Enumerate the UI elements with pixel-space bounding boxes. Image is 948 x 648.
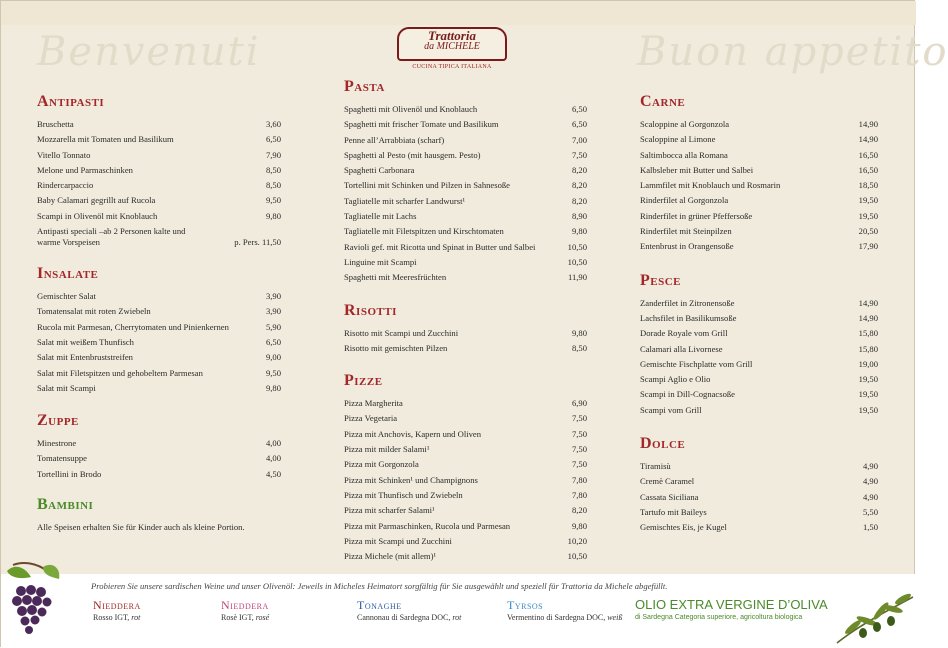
menu-item [640, 474, 878, 489]
menu-item-name: Salat mit Scampi [37, 382, 96, 393]
section-antipasti [37, 93, 281, 248]
menu-item-name: Tagliatelle mit scharfer Landwurst¹ [344, 195, 466, 206]
menu-item-price: 8,50 [265, 164, 281, 175]
menu-item-price: 7,50 [571, 413, 587, 424]
menu-item-name: Spaghetti mit Meeresfrüchten [344, 272, 447, 283]
menu-item-price: 10,50 [567, 241, 587, 252]
menu-item-name: Pizza mit Parmaschinken, Rucola und Parmesan [344, 520, 511, 531]
menu-item-price: 5,90 [265, 321, 281, 332]
menu-item-price: 7,50 [571, 459, 587, 470]
wine-name: Nieddera [221, 598, 269, 612]
menu-item-price: 6,50 [571, 104, 587, 114]
menu-item [640, 326, 878, 341]
menu-item [640, 505, 878, 520]
menu-item [344, 209, 587, 224]
menu-item [344, 488, 587, 503]
section-title-zuppe: Zuppe [37, 412, 79, 430]
menu-item-name: Tartufo mit Baileys [640, 506, 707, 517]
wine-desc: Rosè IGT, rosé [221, 613, 270, 622]
menu-item-name: Pizza mit Thunfisch und Zwiebeln [344, 489, 463, 500]
grapes-icon [3, 557, 63, 645]
menu-item-price: 14,90 [858, 119, 878, 129]
menu-item-name: Linguine mit Scampi [344, 256, 417, 267]
menu-item [344, 224, 587, 239]
menu-item-price: 19,50 [858, 389, 878, 400]
menu-item [344, 473, 587, 488]
menu-item [344, 341, 587, 356]
section-bambini [37, 496, 281, 535]
wine-tyrsos [507, 598, 622, 624]
section-title-antipasti: Antipasti [37, 93, 105, 110]
menu-item [37, 148, 281, 163]
wine-nieddera-rosso [93, 598, 141, 624]
menu-item-price: 8,20 [571, 165, 587, 176]
menu-item [640, 239, 878, 254]
menu-item [344, 503, 587, 518]
logo-subtitle: da MICHELE [424, 41, 480, 52]
menu-item [640, 311, 878, 326]
dolce-list [640, 459, 878, 535]
menu-item [344, 240, 587, 255]
menu-item-price: 14,90 [858, 297, 878, 308]
menu-item-name: Salat mit weißem Thunfisch [37, 336, 134, 347]
menu-item-price: 7,50 [571, 149, 587, 160]
menu-item-price: 11,90 [567, 272, 587, 283]
wine-name: Tyrsos [507, 598, 544, 612]
section-zuppe [37, 412, 281, 482]
menu-item-price: 8,50 [571, 342, 587, 353]
olive-oil-desc: di Sardegna Categoria superiore, agricoltura biologica [635, 614, 803, 621]
menu-item-name: Rinderfilet mit Steinpilzen [640, 226, 732, 237]
menu-item [344, 270, 587, 285]
menu-item-name: Antipasti speciali –ab 2 Personen kalte und warme Vorspeisen [37, 226, 186, 248]
menu-item-name: Rucola mit Parmesan, Cherrytomaten und Pinienkernen [37, 321, 229, 332]
menu-item [344, 549, 587, 564]
menu-item-name: Ravioli gef. mit Ricotta und Spinat in Butter und Salbei [344, 241, 536, 252]
menu-item [344, 326, 587, 341]
bambini-note: Alle Speisen erhalten Sie für Kinder auch als kleine Portion. [37, 522, 245, 533]
menu-item-price: 10,20 [567, 535, 587, 546]
menu-item-name: Salat mit Entenbruststreifen [37, 352, 133, 363]
insalate-list [37, 289, 281, 396]
menu-item-price: 14,90 [858, 134, 878, 145]
menu-item [344, 396, 587, 411]
menu-item [344, 178, 587, 193]
wine-name: Nieddera [93, 598, 141, 612]
menu-item [640, 132, 878, 147]
menu-item-price: 9,50 [265, 367, 281, 378]
menu-item [37, 436, 281, 451]
menu-item-name: Spaghetti al Pesto (mit hausgem. Pesto) [344, 149, 481, 160]
menu-item-price: 8,90 [571, 211, 587, 222]
menu-item-price: 6,50 [265, 134, 281, 145]
menu-item [640, 163, 878, 178]
menu-item-name: Risotto mit gemischten Pilzen [344, 342, 448, 353]
menu-item-price: 4,00 [265, 453, 281, 464]
menu-item-name: Lammfilet mit Knoblauch und Rosmarin [640, 180, 781, 191]
section-title-pizze: Pizze [344, 372, 383, 390]
menu-item-name: Scaloppine al Gorgonzola [640, 119, 730, 129]
menu-item-price: 6,90 [571, 398, 587, 409]
menu-item [640, 372, 878, 387]
menu-item [344, 133, 587, 148]
menu-item-price: 7,50 [571, 444, 587, 455]
menu-item [344, 163, 587, 178]
menu-item [37, 289, 281, 304]
menu-item-name: Tagliatelle mit Lachs [344, 211, 417, 222]
menu-item-price: 16,50 [858, 164, 878, 175]
menu-item-name: Rinderfilet al Gorgonzola [640, 195, 729, 206]
menu-item-price: 8,50 [265, 180, 281, 191]
menu-item-name: Entenbrust in Orangensoße [640, 241, 734, 252]
menu-item-price: 9,80 [571, 226, 587, 237]
menu-item [37, 117, 281, 132]
menu-item-name: Scaloppine al Limone [640, 134, 716, 145]
menu-item [37, 132, 281, 147]
menu-item [640, 520, 878, 535]
menu-item [37, 178, 281, 193]
section-title-bambini: Bambini [37, 496, 94, 514]
pasta-list [344, 102, 587, 286]
wine-desc: Cannonau di Sardegna DOC, rot [357, 613, 462, 622]
menu-item-price: 5,50 [862, 506, 878, 517]
menu-item-name: Vitello Tonnato [37, 149, 91, 160]
section-title-dolce: Dolce [640, 435, 686, 453]
menu-item-name: Pizza Michele (mit allem)¹ [344, 551, 437, 562]
menu-item [640, 296, 878, 311]
menu-item-price: p. Pers. 11,50 [234, 237, 281, 248]
section-title-pasta: Pasta [344, 78, 385, 95]
menu-item [37, 381, 281, 396]
menu-item-name: Rinderfilet in grüner Pfeffersoße [640, 210, 753, 221]
menu-item-name: Spaghetti Carbonara [344, 165, 415, 176]
menu-item-name: Tomatensuppe [37, 453, 87, 464]
section-title-insalate: Insalate [37, 265, 99, 283]
menu-item-price: 16,50 [858, 149, 878, 160]
menu-item-name: Kalbsleber mit Butter und Salbei [640, 164, 754, 175]
menu-item-price: 17,90 [858, 241, 878, 252]
menu-item-name: Dorade Royale vom Grill [640, 328, 728, 339]
menu-item [344, 102, 587, 117]
menu-item [640, 403, 878, 418]
menu-item-price: 19,50 [858, 404, 878, 415]
menu-item-price: 8,20 [571, 195, 587, 206]
menu-item-price: 1,50 [862, 522, 878, 533]
menu-item [344, 427, 587, 442]
menu-item-name: Pizza Vegetaria [344, 413, 398, 424]
menu-item [37, 224, 281, 248]
menu-item-price: 9,00 [265, 352, 281, 363]
carne-list [640, 117, 878, 255]
olive-branch-icon [833, 591, 915, 647]
welcome-script: Benvenuti [37, 29, 261, 75]
menu-item-price: 4,50 [265, 468, 281, 479]
menu-item-price: 9,80 [265, 210, 281, 221]
menu-item-price: 8,20 [571, 505, 587, 516]
menu-item-name: Minestrone [37, 438, 77, 449]
menu-item-price: 9,80 [571, 520, 587, 531]
wine-tonaghe [357, 598, 461, 624]
menu-item-price: 20,50 [858, 226, 878, 237]
menu-item-price: 10,50 [567, 256, 587, 267]
column-right [640, 93, 878, 536]
menu-item [37, 163, 281, 178]
menu-item-price: 4,00 [265, 438, 281, 449]
menu-item [37, 451, 281, 466]
menu-item [37, 467, 281, 482]
menu-item [640, 490, 878, 505]
menu-item-name: Melone und Parmaschinken [37, 164, 133, 175]
menu-item-name: Risotto mit Scampi und Zucchini [344, 327, 459, 338]
menu-item-name: Gemischter Salat [37, 291, 96, 302]
menu-item [344, 442, 587, 457]
menu-item [37, 193, 281, 208]
section-pesce [640, 272, 878, 418]
menu-item-name: Salat mit Filetspitzen und gehobeltem Parmesan [37, 367, 203, 378]
section-insalate [37, 265, 281, 396]
menu-item-name: Bruschetta [37, 119, 74, 129]
menu-item [344, 148, 587, 163]
risotti-list [344, 326, 587, 357]
menu-item-price: 7,80 [571, 489, 587, 500]
menu-item-name: Pizza mit Gorgonzola [344, 459, 419, 470]
section-title-carne: Carne [640, 93, 686, 110]
menu-item-price: 7,90 [265, 149, 281, 160]
menu-item [640, 117, 878, 132]
menu-item-price: 6,50 [571, 119, 587, 130]
menu-item-price: 19,00 [858, 358, 878, 369]
menu-item-price: 14,90 [858, 312, 878, 323]
menu-item-name: Spaghetti mit frischer Tomate und Basilikum [344, 119, 499, 130]
menu-item-price: 3,90 [265, 291, 281, 302]
menu-item-name: Tiramisù [640, 461, 671, 472]
zuppe-list [37, 436, 281, 482]
menu-item [344, 117, 587, 132]
menu-item-price: 3,60 [265, 119, 281, 129]
menu-item [344, 255, 587, 270]
menu-item [37, 304, 281, 319]
buon-appetito-script: Buon appetito [637, 29, 948, 75]
column-left [37, 93, 281, 535]
menu-item-name: Baby Calamari gegrillt auf Rucola [37, 195, 156, 206]
menu-item-price: 10,50 [567, 551, 587, 562]
menu-item [640, 178, 878, 193]
menu-item-name: Gemischte Fischplatte vom Grill [640, 358, 753, 369]
menu-item [640, 193, 878, 208]
olive-oil-title: OLIO EXTRA VERGINE D’OLIVA [635, 597, 828, 612]
menu-item-name: Scampi in Dill-Cognacsoße [640, 389, 735, 400]
menu-item-name: Zanderfilet in Zitronensoße [640, 297, 735, 308]
menu-item [640, 459, 878, 474]
menu-item [344, 534, 587, 549]
column-middle [344, 78, 587, 564]
menu-item-name: Calamari alla Livornese [640, 343, 723, 354]
menu-item-name: Pizza mit Anchovis, Kapern und Oliven [344, 428, 481, 439]
menu-item-name: Penne all’Arrabbiata (scharf) [344, 134, 445, 145]
menu-item-price: 4,90 [862, 491, 878, 502]
menu-item-name: Saltimbocca alla Romana [640, 149, 728, 160]
menu-item-name: Pizza Margherita [344, 398, 403, 409]
menu-item-name: Tortellini mit Schinken und Pilzen in Sahnesoße [344, 180, 510, 191]
menu-item-name: Cremè Caramel [640, 476, 695, 487]
menu-item-name: Rindercarpaccio [37, 180, 94, 191]
menu-item [640, 148, 878, 163]
antipasti-list [37, 117, 281, 248]
menu-item-price: 4,90 [862, 476, 878, 487]
top-band [1, 1, 916, 25]
section-pizze [344, 372, 587, 564]
logo-title: Trattoria [428, 28, 476, 43]
menu-item-price: 3,90 [265, 306, 281, 317]
logo-tagline: CUCINA TIPICA ITALIANA [412, 64, 492, 70]
section-title-risotti: Risotti [344, 301, 397, 319]
menu-item-price: 8,20 [571, 180, 587, 191]
menu-item-name: Mozzarella mit Tomaten und Basilikum [37, 134, 174, 145]
menu-item [37, 320, 281, 335]
menu-item-name: Scampi in Olivenöl mit Knoblauch [37, 210, 158, 221]
olive-oil [635, 598, 828, 624]
menu-item [344, 194, 587, 209]
menu-item-name: Spaghetti mit Olivenöl und Knoblauch [344, 104, 478, 114]
section-carne [640, 93, 878, 255]
menu-item [37, 209, 281, 224]
menu-item-price: 7,00 [571, 134, 587, 145]
menu-item-price: 15,80 [858, 328, 878, 339]
menu-item [344, 411, 587, 426]
menu-item [37, 350, 281, 365]
wine-nieddera-rose [221, 598, 269, 624]
pizze-list [344, 396, 587, 564]
restaurant-logo [397, 27, 507, 71]
menu-item-price: 7,80 [571, 474, 587, 485]
menu-item-name: Scampi vom Grill [640, 404, 702, 415]
menu-item-name: Tortellini in Brodo [37, 468, 102, 479]
menu-item-name: Pizza mit scharfer Salami¹ [344, 505, 435, 516]
menu-item-price: 19,50 [858, 374, 878, 385]
menu-item-price: 9,80 [265, 382, 281, 393]
pesce-list [640, 296, 878, 418]
menu-item [640, 209, 878, 224]
wine-desc: Rosso IGT, rot [93, 613, 141, 622]
menu-item-price: 18,50 [858, 180, 878, 191]
menu-item-name: Lachsfilet in Basilikumsoße [640, 312, 737, 323]
menu-item-price: 4,90 [862, 461, 878, 472]
menu-item-name: Pizza mit Schinken¹ und Champignons [344, 474, 478, 485]
menu-item-name: Tomatensalat mit roten Zwiebeln [37, 306, 151, 317]
menu-item-price: 19,50 [858, 210, 878, 221]
wine-desc: Vermentino di Sardegna DOC, weiß [507, 613, 623, 622]
menu-item-name: Scampi Aglio e Olio [640, 374, 711, 385]
section-pasta [344, 78, 587, 286]
menu-item [640, 342, 878, 357]
menu-item-price: 6,50 [265, 336, 281, 347]
menu-item [37, 366, 281, 381]
section-risotti [344, 302, 587, 357]
menu-item [640, 387, 878, 402]
menu-item [37, 335, 281, 350]
menu-item-price: 9,50 [265, 195, 281, 206]
menu-item-price: 9,80 [571, 327, 587, 338]
menu-item-price: 15,80 [858, 343, 878, 354]
menu-item-name: Cassata Siciliana [640, 491, 699, 502]
menu-item [344, 519, 587, 534]
menu-item [344, 457, 587, 472]
menu-item-name: Gemischtes Eis, je Kugel [640, 522, 727, 533]
footer-tagline: Probieren Sie unsere sardischen Weine und unser Olivenöl: Jeweils in Micheles Heimatort sorgfältig für Sie ausgewählt und speziell für Trattoria da Michele abgefüllt. [91, 581, 668, 591]
menu-item [640, 357, 878, 372]
menu-item-price: 7,50 [571, 428, 587, 439]
wine-name: Tonaghe [357, 598, 402, 612]
menu-item-name: Pizza mit Scampi und Zucchini [344, 535, 452, 546]
menu-item-name: Tagliatelle mit Filetspitzen und Kirschtomaten [344, 226, 504, 237]
menu-item-name: Pizza mit milder Salami¹ [344, 444, 430, 455]
section-dolce [640, 435, 878, 535]
section-title-pesce: Pesce [640, 271, 682, 289]
menu-item-price: 19,50 [858, 195, 878, 206]
menu-item [640, 224, 878, 239]
